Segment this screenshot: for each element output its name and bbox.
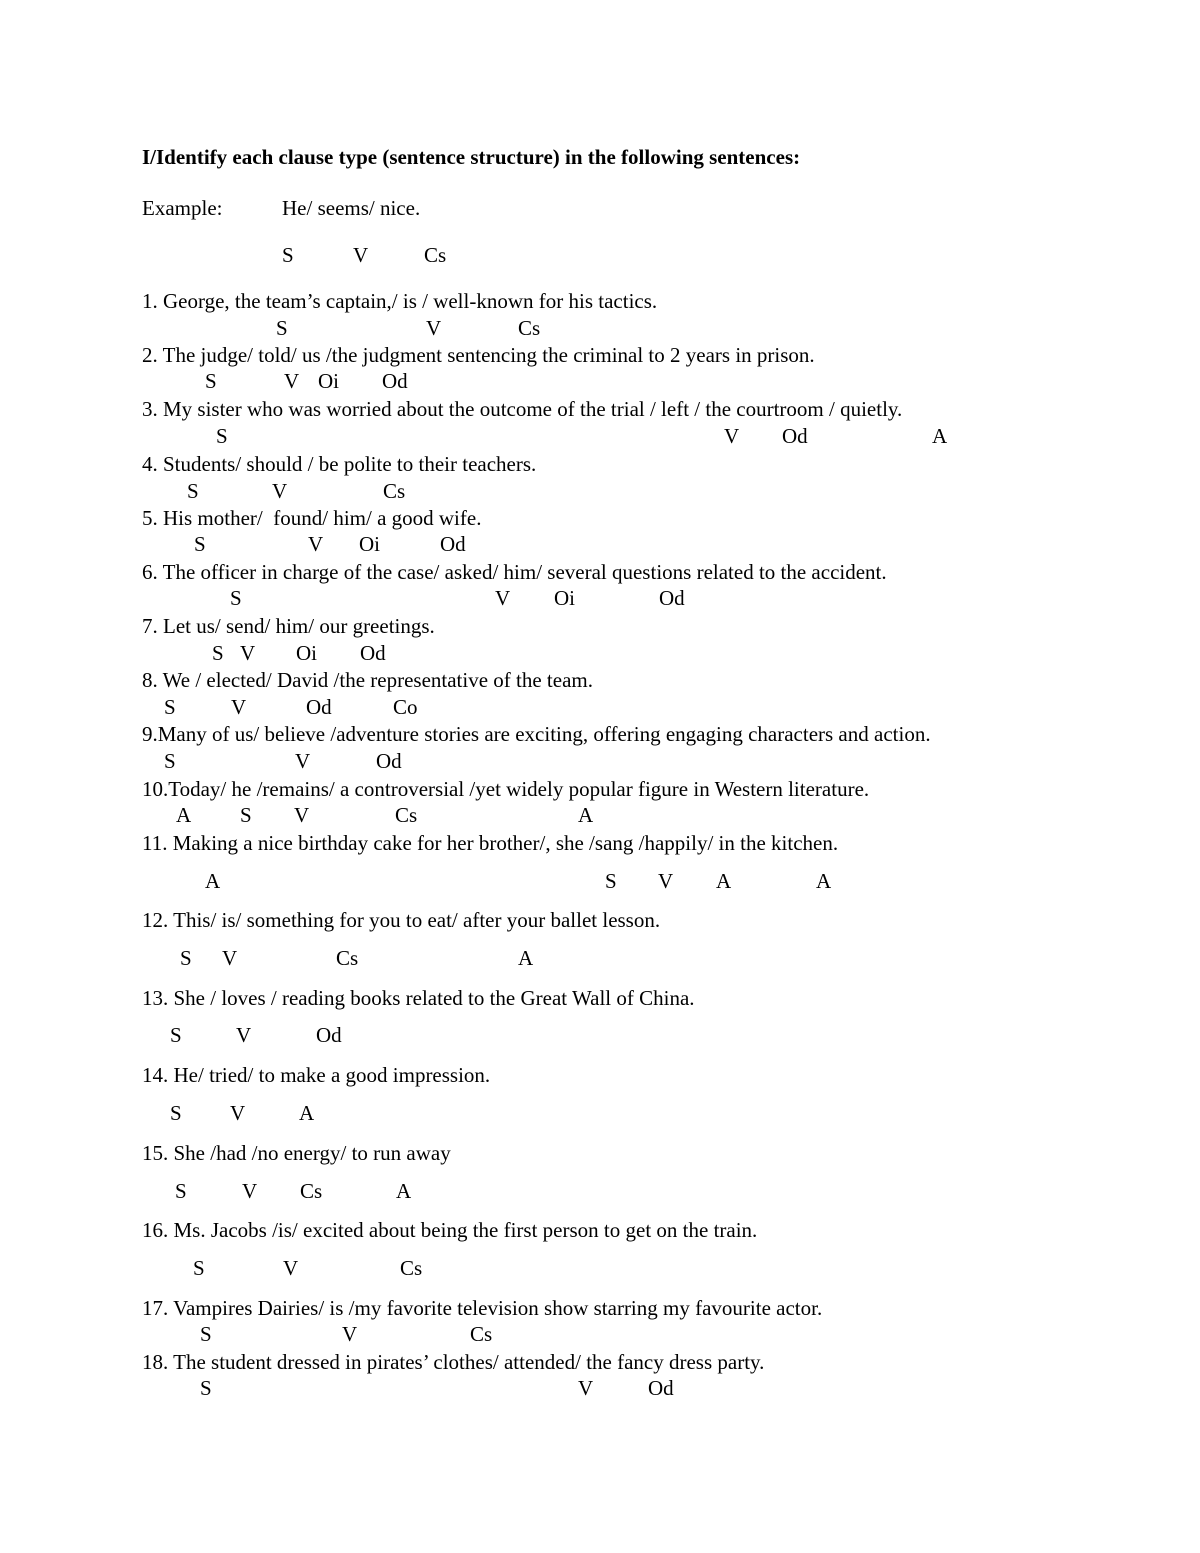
sentence-5-label: S [194, 532, 206, 556]
sentence-12: 12. This/ is/ something for you to eat/ after your ballet lesson. [142, 908, 661, 932]
example-sentence: He/ seems/ nice. [282, 196, 421, 220]
sentence-10: 10.Today/ he /remains/ a controversial /yet widely popular figure in Western literature. [142, 777, 870, 801]
example-label: S [282, 243, 294, 267]
sentence-17-label: Cs [470, 1322, 493, 1346]
sentence-3-label: V [724, 424, 740, 448]
sentence-15-label: S [175, 1179, 187, 1203]
sentence-10-label: V [294, 803, 310, 827]
sentence-10-label: S [240, 803, 252, 827]
sentence-3-label: A [932, 424, 948, 448]
sentence-17-label: S [200, 1322, 212, 1346]
sentence-14-label: V [230, 1101, 246, 1125]
sentence-9: 9.Many of us/ believe /adventure stories are exciting, offering engaging characters and action. [142, 722, 931, 746]
sentence-13-label: V [236, 1023, 252, 1047]
sentence-11-label: S [605, 869, 617, 893]
sentence-10-label: Cs [395, 803, 418, 827]
sentence-7-label: Oi [296, 641, 317, 665]
sentence-5-label: Od [440, 532, 466, 556]
sentence-16-label: S [193, 1256, 205, 1280]
sentence-7-label: S [212, 641, 224, 665]
sentence-13: 13. She / loves / reading books related to the Great Wall of China. [142, 986, 695, 1010]
sentence-17-label: V [342, 1322, 358, 1346]
sentence-3-label: Od [782, 424, 808, 448]
sentence-12-label: S [180, 946, 192, 970]
sentence-9-label: V [295, 749, 311, 773]
sentence-11-label: A [205, 869, 221, 893]
sentence-4-label: Cs [383, 479, 406, 503]
sentence-6-label: Od [659, 586, 685, 610]
sentence-14-label: A [299, 1101, 315, 1125]
sentence-3-label: S [216, 424, 228, 448]
sentence-5: 5. His mother/ found/ him/ a good wife. [142, 506, 482, 530]
sentence-8-label: Od [306, 695, 332, 719]
sentence-12-label: Cs [336, 946, 359, 970]
sentence-6-label: S [230, 586, 242, 610]
sentence-6-label: V [495, 586, 511, 610]
sentence-2-label: Od [382, 369, 408, 393]
sentence-1-label: Cs [518, 316, 541, 340]
sentence-8-label: S [164, 695, 176, 719]
sentence-4-label: V [272, 479, 288, 503]
sentence-11: 11. Making a nice birthday cake for her brother/, she /sang /happily/ in the kitchen. [142, 831, 839, 855]
sentence-2-label: V [284, 369, 300, 393]
sentence-11-label: A [716, 869, 732, 893]
sentence-7-label: V [240, 641, 256, 665]
sentence-9-label: Od [376, 749, 402, 773]
sentence-12-label: A [518, 946, 534, 970]
sentence-10-label: A [176, 803, 192, 827]
sentence-11-label: V [658, 869, 674, 893]
sentence-18: 18. The student dressed in pirates’ clothes/ attended/ the fancy dress party. [142, 1350, 765, 1374]
sentence-18-label: Od [648, 1376, 674, 1400]
sentence-6-label: Oi [554, 586, 575, 610]
sentence-8-label: Co [393, 695, 418, 719]
sentence-15-label: A [396, 1179, 412, 1203]
sentence-6: 6. The officer in charge of the case/ asked/ him/ several questions related to the accident. [142, 560, 887, 584]
sentence-5-label: Oi [359, 532, 380, 556]
sentence-2-label: S [205, 369, 217, 393]
sentence-1-label: S [276, 316, 288, 340]
sentence-4-label: S [187, 479, 199, 503]
sentence-15: 15. She /had /no energy/ to run away [142, 1141, 451, 1165]
sentence-11-label: A [816, 869, 832, 893]
sentence-16-label: V [283, 1256, 299, 1280]
example-label: V [353, 243, 369, 267]
sentence-5-label: V [308, 532, 324, 556]
example-label: Cs [424, 243, 447, 267]
sentence-9-label: S [164, 749, 176, 773]
sentence-13-label: Od [316, 1023, 342, 1047]
sentence-15-label: V [242, 1179, 258, 1203]
sentence-18-label: V [578, 1376, 594, 1400]
sentence-17: 17. Vampires Dairies/ is /my favorite television show starring my favourite actor. [142, 1296, 823, 1320]
sentence-3: 3. My sister who was worried about the outcome of the trial / left / the courtroom / quietly. [142, 397, 903, 421]
sentence-2: 2. The judge/ told/ us /the judgment sentencing the criminal to 2 years in prison. [142, 343, 815, 367]
sentence-1: 1. George, the team’s captain,/ is / well-known for his tactics. [142, 289, 658, 313]
sentence-18-label: S [200, 1376, 212, 1400]
sentence-8: 8. We / elected/ David /the representative of the team. [142, 668, 593, 692]
sentence-8-label: V [231, 695, 247, 719]
sentence-16: 16. Ms. Jacobs /is/ excited about being the first person to get on the train. [142, 1218, 758, 1242]
sentence-4: 4. Students/ should / be polite to their teachers. [142, 452, 537, 476]
sentence-16-label: Cs [400, 1256, 423, 1280]
sentence-14-label: S [170, 1101, 182, 1125]
sentence-7: 7. Let us/ send/ him/ our greetings. [142, 614, 435, 638]
sentence-12-label: V [222, 946, 238, 970]
sentence-14: 14. He/ tried/ to make a good impression. [142, 1063, 491, 1087]
sentence-10-label: A [578, 803, 594, 827]
sentence-2-label: Oi [318, 369, 339, 393]
example-prefix: Example: [142, 196, 223, 220]
sentence-13-label: S [170, 1023, 182, 1047]
sentence-7-label: Od [360, 641, 386, 665]
sentence-15-label: Cs [300, 1179, 323, 1203]
sentence-1-label: V [426, 316, 442, 340]
exercise-title: I/Identify each clause type (sentence structure) in the following sentences: [142, 145, 801, 169]
